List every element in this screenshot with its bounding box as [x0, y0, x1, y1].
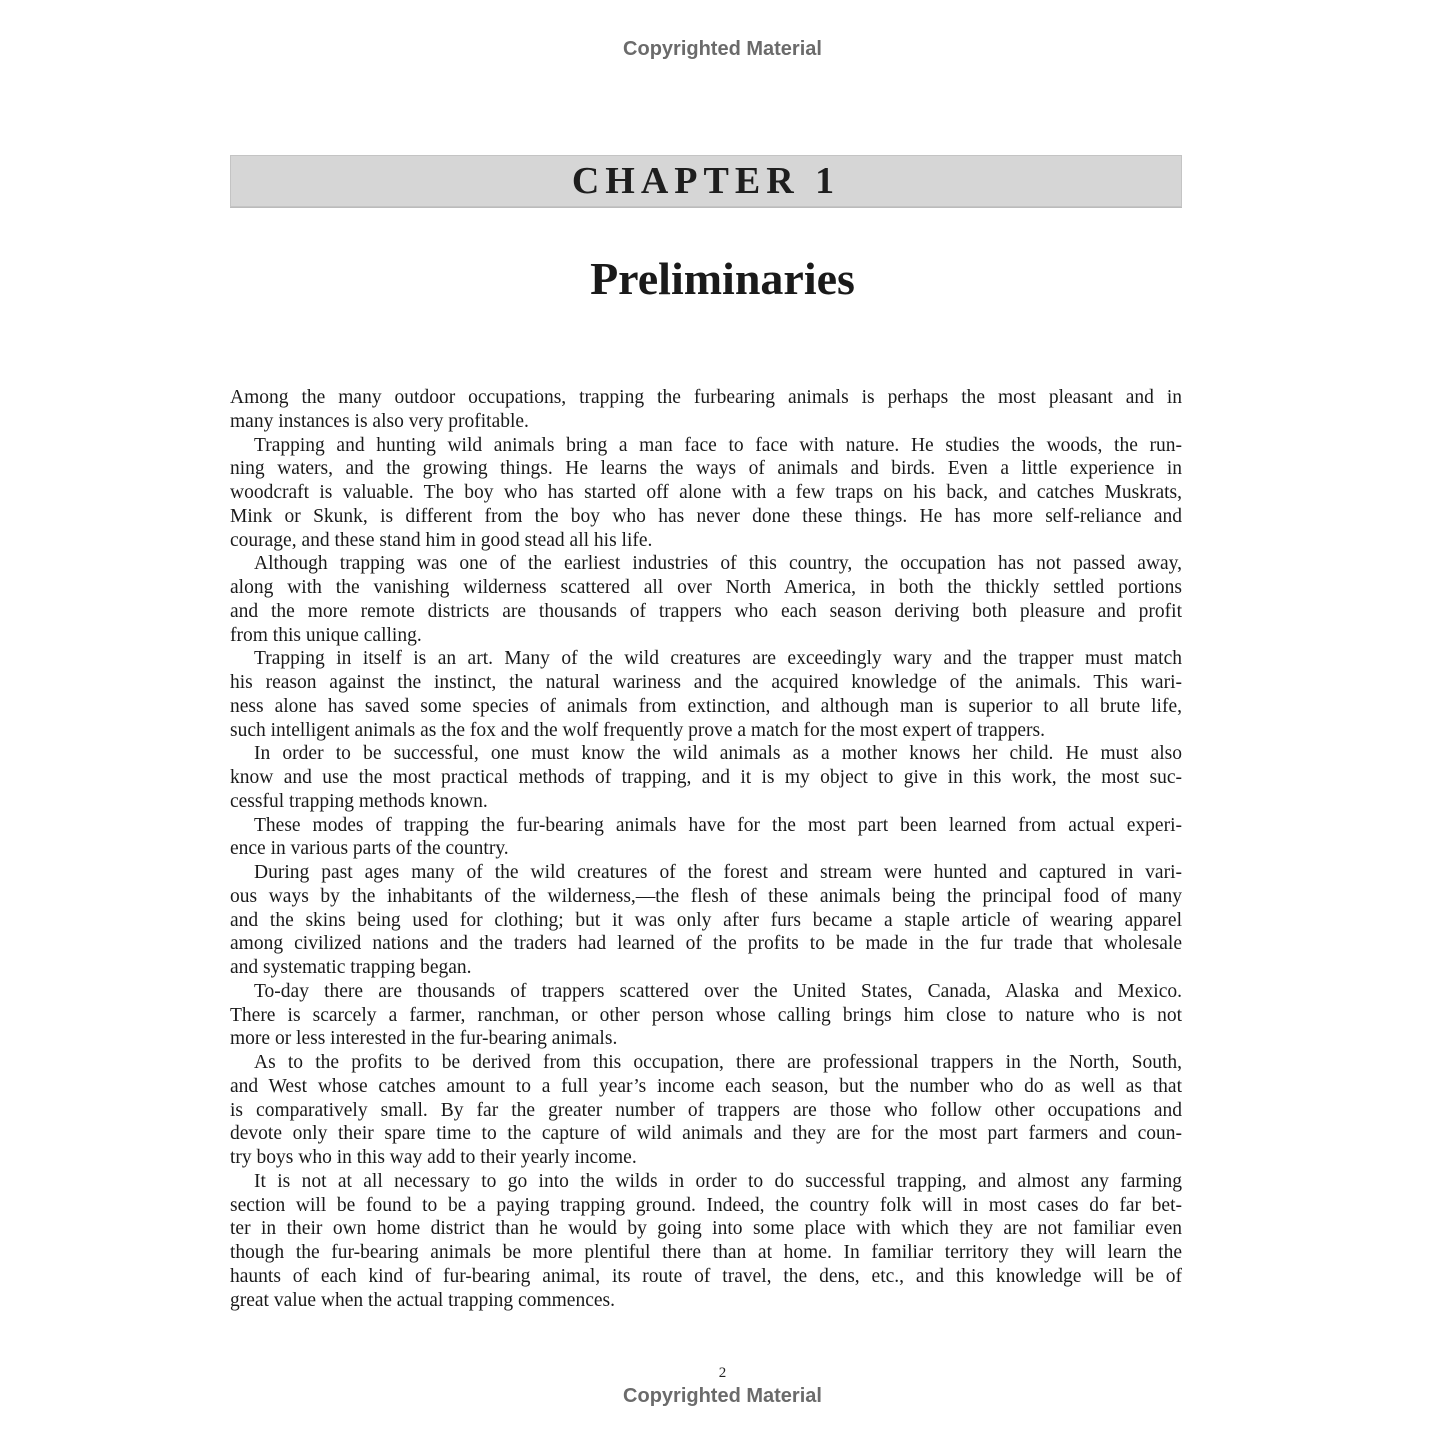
text-line: along with the vanishing wilderness scattered all over North America, in both the thickly settled portions	[230, 577, 1182, 598]
text-line: woodcraft is valuable. The boy who has started off alone with a few traps on his back, and catches Muskrats,	[230, 482, 1182, 503]
text-line: though the fur-bearing animals be more plentiful there than at home. In familiar territory they will learn the	[230, 1242, 1182, 1263]
copyright-watermark-bottom: Copyrighted Material	[623, 1385, 822, 1407]
paragraph	[230, 434, 1182, 553]
text-line: more or less interested in the fur-bearing animals.	[230, 1028, 618, 1050]
copyright-watermark-top: Copyrighted Material	[623, 38, 822, 60]
text-line: To-day there are thousands of trappers scattered over the United States, Canada, Alaska and Mexico.	[254, 980, 1182, 1002]
text-line: know and use the most practical methods of trapping, and it is my object to give in this work, the most suc-	[230, 767, 1182, 788]
text-line: cessful trapping methods known.	[230, 790, 488, 812]
paragraph	[230, 552, 1182, 647]
chapter-title: Preliminaries	[590, 253, 855, 304]
text-line: ter in their own home district than he would by going into some place with which they are not familiar even	[230, 1218, 1182, 1240]
paragraph	[230, 742, 1182, 813]
paragraph	[230, 980, 1182, 1051]
text-line: ence in various parts of the country.	[230, 838, 509, 860]
text-line: There is scarcely a farmer, ranchman, or other person whose calling brings him close to nature who is not	[230, 1004, 1182, 1026]
text-line: great value when the actual trapping commences.	[230, 1289, 615, 1311]
text-line: and West whose catches amount to a full year’s income each season, but the number who do as well as that	[230, 1075, 1182, 1097]
text-line: As to the profits to be derived from this occupation, there are professional trappers in the North, South,	[254, 1052, 1182, 1073]
text-line: It is not at all necessary to go into the wilds in order to do successful trapping, and almost any farming	[254, 1170, 1182, 1192]
page-number: 2	[718, 1365, 727, 1381]
text-line: Trapping in itself is an art. Many of the wild creatures are exceedingly wary and the trapper must match	[254, 648, 1182, 670]
text-line: These modes of trapping the fur-bearing animals have for the most part been learned from actual experi-	[254, 814, 1182, 836]
text-line: ous ways by the inhabitants of the wilderness,—the flesh of these animals being the principal food of many	[230, 885, 1182, 907]
chapter-label: CHAPTER 1	[571, 160, 841, 202]
paragraph	[230, 861, 1182, 980]
text-line: and systematic trapping began.	[230, 957, 472, 978]
text-line: courage, and these stand him in good stead all his life.	[230, 529, 653, 551]
text-line: ness alone has saved some species of animals from extinction, and although man is superior to all brute life,	[230, 695, 1182, 717]
text-line: such intelligent animals as the fox and the wolf frequently prove a match for the most expert of trappers.	[230, 719, 1045, 741]
text-line: his reason against the instinct, the natural wariness and the acquired knowledge of the animals. This wari-	[230, 672, 1182, 693]
text-line: many instances is also very profitable.	[230, 410, 529, 432]
text-line: devote only their spare time to the capture of wild animals and they are for the most part farmers and coun-	[230, 1123, 1182, 1145]
paragraph	[230, 1051, 1182, 1170]
paragraph	[230, 647, 1182, 742]
text-line: In order to be successful, one must know the wild animals as a mother knows her child. He must also	[254, 743, 1182, 765]
text-line: from this unique calling.	[230, 624, 422, 646]
text-line: among civilized nations and the traders had learned of the profits to be made in the fur trade that wholesale	[230, 933, 1182, 955]
paragraph	[230, 814, 1182, 862]
text-line: Trapping and hunting wild animals bring a man face to face with nature. He studies the woods, the run-	[254, 434, 1182, 456]
paragraph	[230, 386, 1182, 434]
text-line: try boys who in this way add to their yearly income.	[230, 1147, 637, 1168]
chapter-banner	[230, 155, 1182, 207]
text-line: and the more remote districts are thousands of trappers who each season deriving both pleasure and profit	[230, 600, 1182, 622]
paragraph	[230, 1170, 1182, 1313]
chapter-body-text	[230, 386, 1182, 1312]
text-line: section will be found to be a paying trapping ground. Indeed, the country folk will in most cases do far bet-	[230, 1194, 1182, 1216]
text-line: ning waters, and the growing things. He learns the ways of animals and birds. Even a little experience in	[230, 458, 1182, 480]
text-line: haunts of each kind of fur-bearing animal, its route of travel, the dens, etc., and this knowledge will be of	[230, 1265, 1182, 1287]
text-line: During past ages many of the wild creatures of the forest and stream were hunted and captured in vari-	[254, 862, 1182, 883]
text-line: Among the many outdoor occupations, trapping the furbearing animals is perhaps the most pleasant and in	[230, 387, 1182, 408]
text-line: and the skins being used for clothing; but it was only after furs became a staple article of wearing apparel	[230, 909, 1182, 931]
text-line: Although trapping was one of the earliest industries of this country, the occupation has not passed away,	[254, 553, 1182, 575]
text-line: Mink or Skunk, is different from the boy who has never done these things. He has more self-reliance and	[230, 505, 1182, 527]
text-line: is comparatively small. By far the greater number of trappers are those who follow other occupations and	[230, 1099, 1182, 1121]
